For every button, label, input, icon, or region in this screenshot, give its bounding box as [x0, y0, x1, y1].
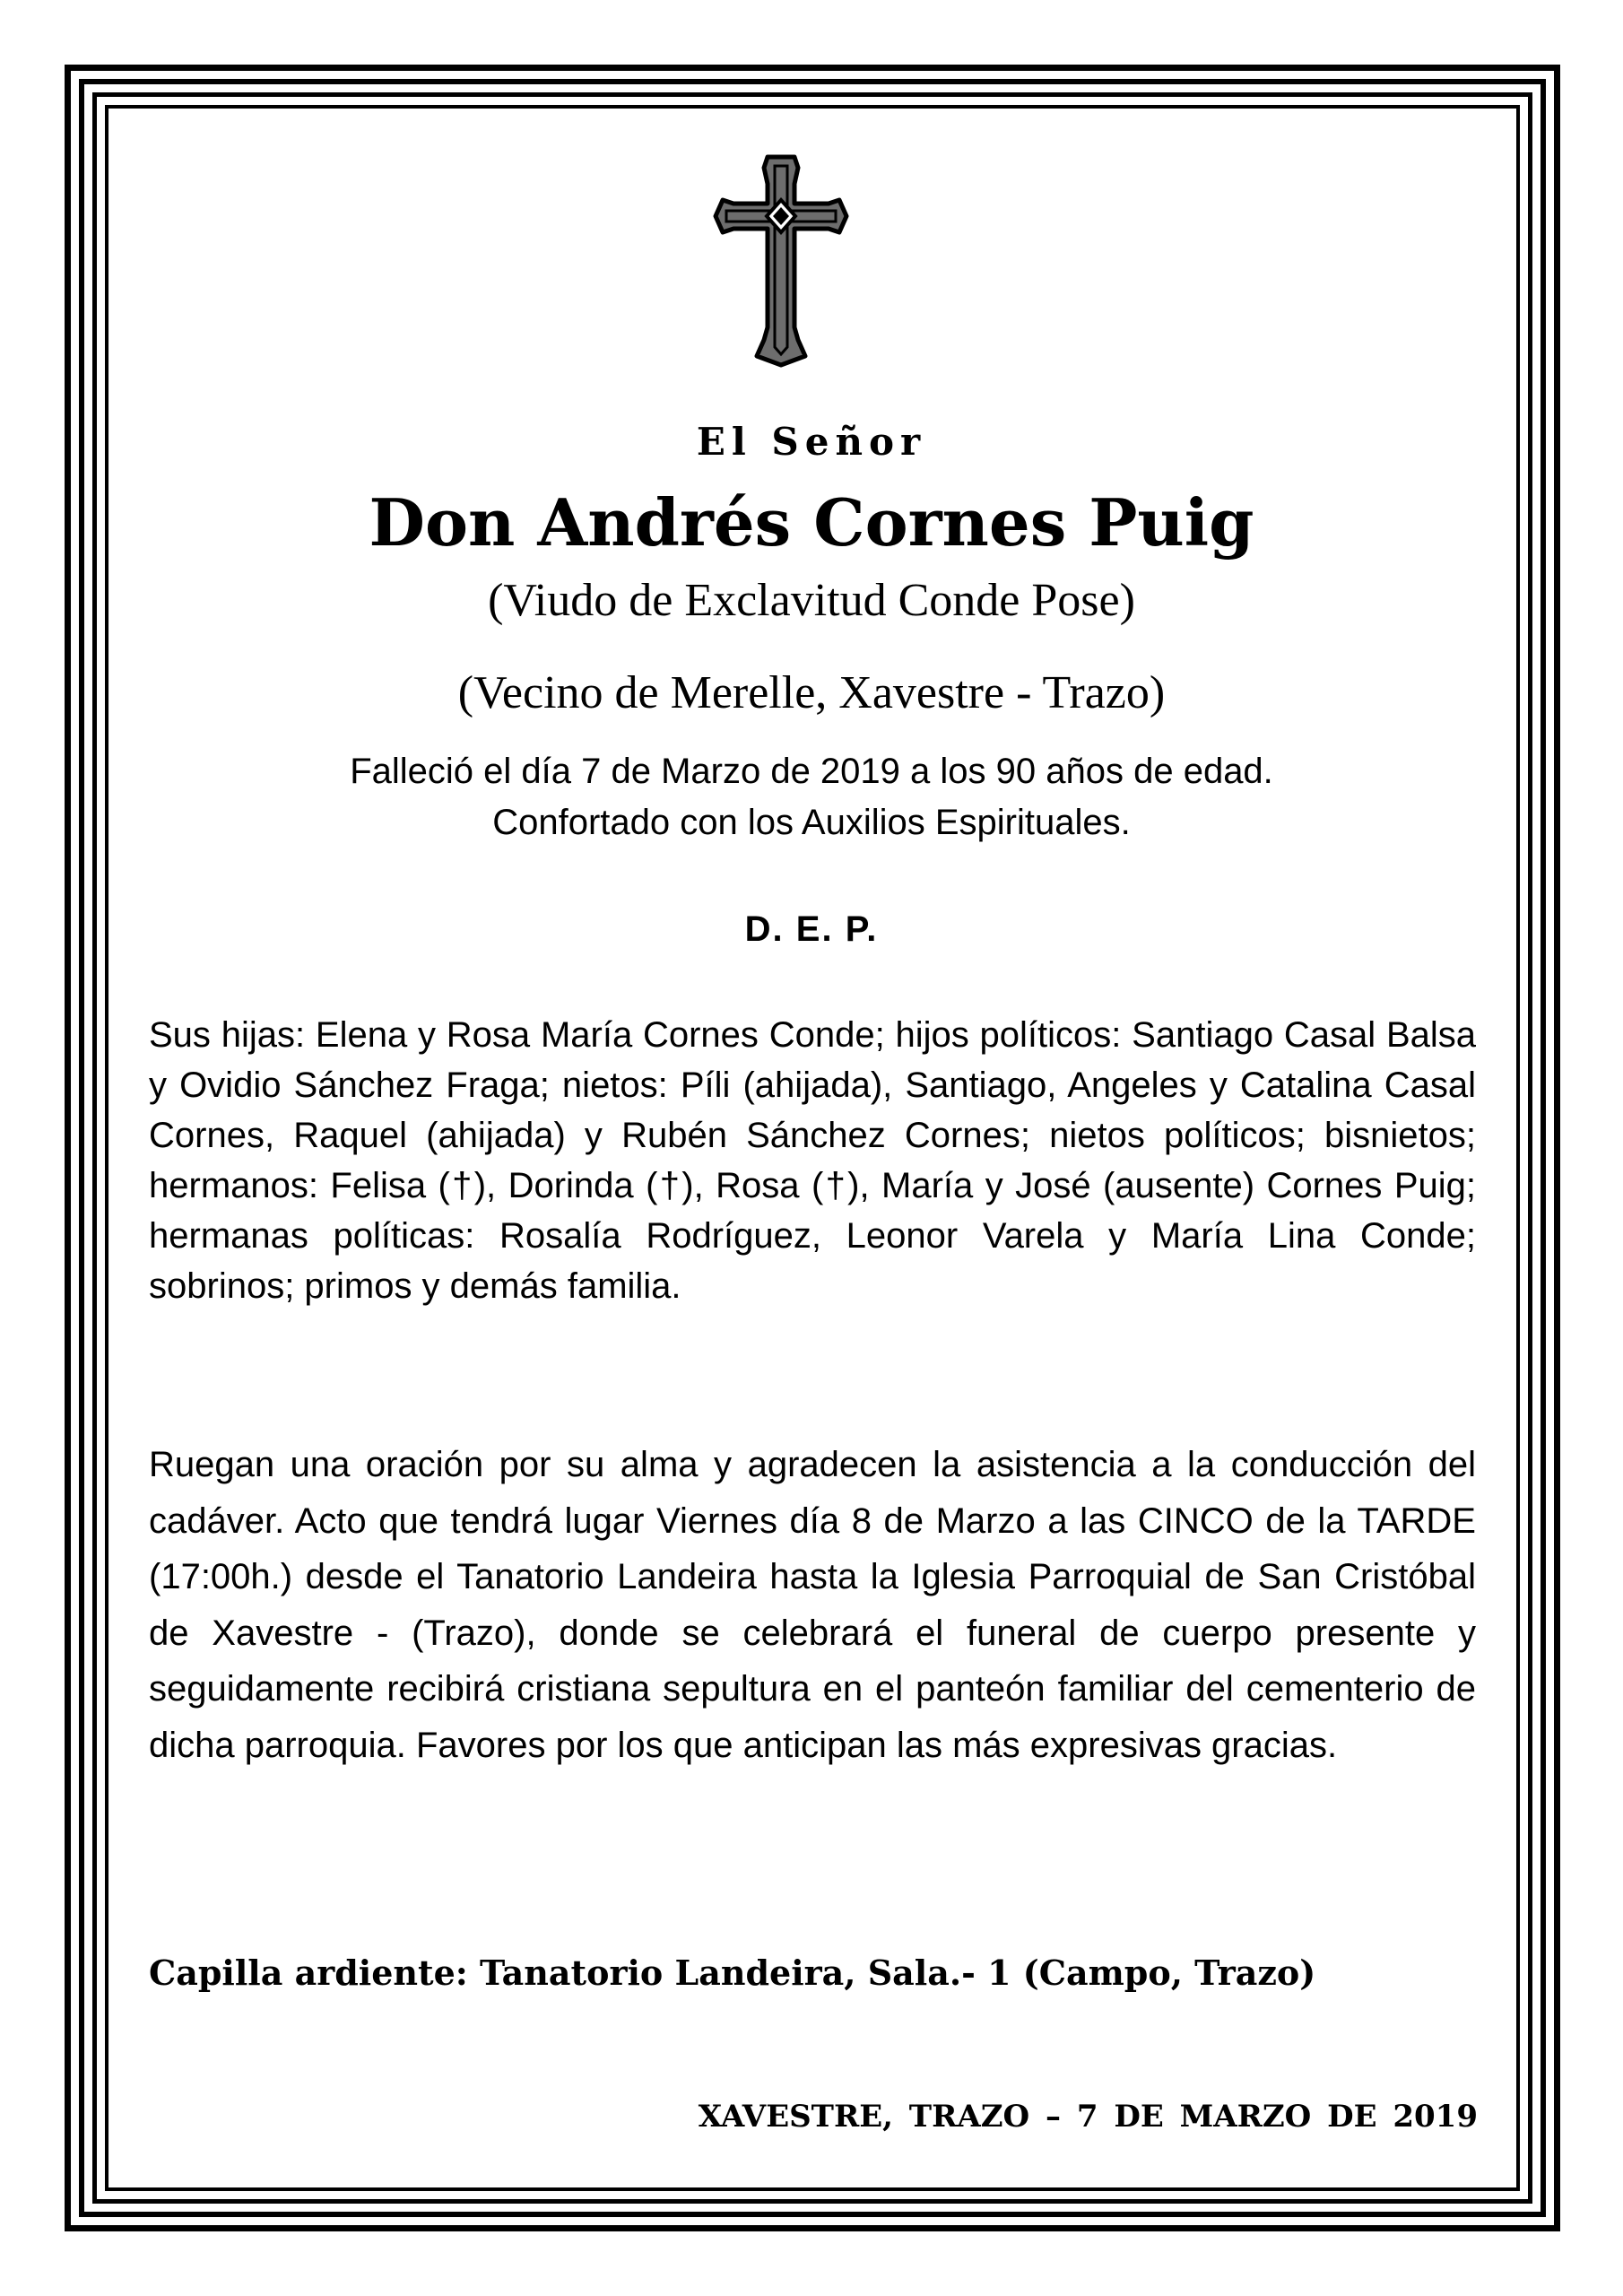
deceased-name: Don Andrés Cornes Puig — [369, 484, 1254, 561]
service-paragraph: Ruegan una oración por su alma y agradecen la asistencia a la conducción del cadáver. Acto que tendrá lugar Viernes día 8 de Marzo a las CINCO de la TARDE (17:00h.) desde el Tanatorio Landeira hasta la Iglesia Parroquial de San Cristóbal de Xavestre - (Trazo), donde se celebrará el funeral de cuerpo presente y seguidamente recibirá cristiana sepultura en el panteón familiar del cementerio de dicha parroquia. Favores por los que anticipan las más expresivas gracias. — [149, 1445, 1476, 1765]
comfort-line: Confortado con los Auxilios Espirituales. — [492, 803, 1131, 842]
place-and-date: XAVESTRE, TRAZO – 7 DE MARZO DE 2019 — [698, 2099, 1478, 2135]
family-paragraph: Sus hijas: Elena y Rosa María Cornes Conde; hijos políticos: Santiago Casal Balsa y Ovidio Sánchez Fraga; nietos: Píli (ahijada), Santiago, Angeles y Catalina Casal Cornes, Raquel (ahijada) y Rubén Sánchez Cornes; nietos políticos; bisnietos; hermanos: Felisa (†), Dorinda (†), Rosa (†), María y José (ausente) Cornes Puig; hermanas políticas: Rosalía Rodríguez, Leonor Varela y María Lina Conde; sobrinos; primos y demás familia. — [149, 1015, 1476, 1306]
rip-line: D. E. P. — [744, 909, 879, 949]
cross-icon — [705, 148, 857, 372]
death-line: Falleció el día 7 de Marzo de 2019 a los 90 años de edad. — [350, 752, 1273, 791]
chapel-location: Capilla ardiente: Tanatorio Landeira, Sala.- 1 (Campo, Trazo) — [149, 1952, 1316, 1993]
widower-note: (Viudo de Exclavitud Conde Pose) — [488, 575, 1135, 626]
title-prefix: El Señor — [696, 420, 927, 464]
residence-note: (Vecino de Merelle, Xavestre - Trazo) — [457, 667, 1166, 718]
